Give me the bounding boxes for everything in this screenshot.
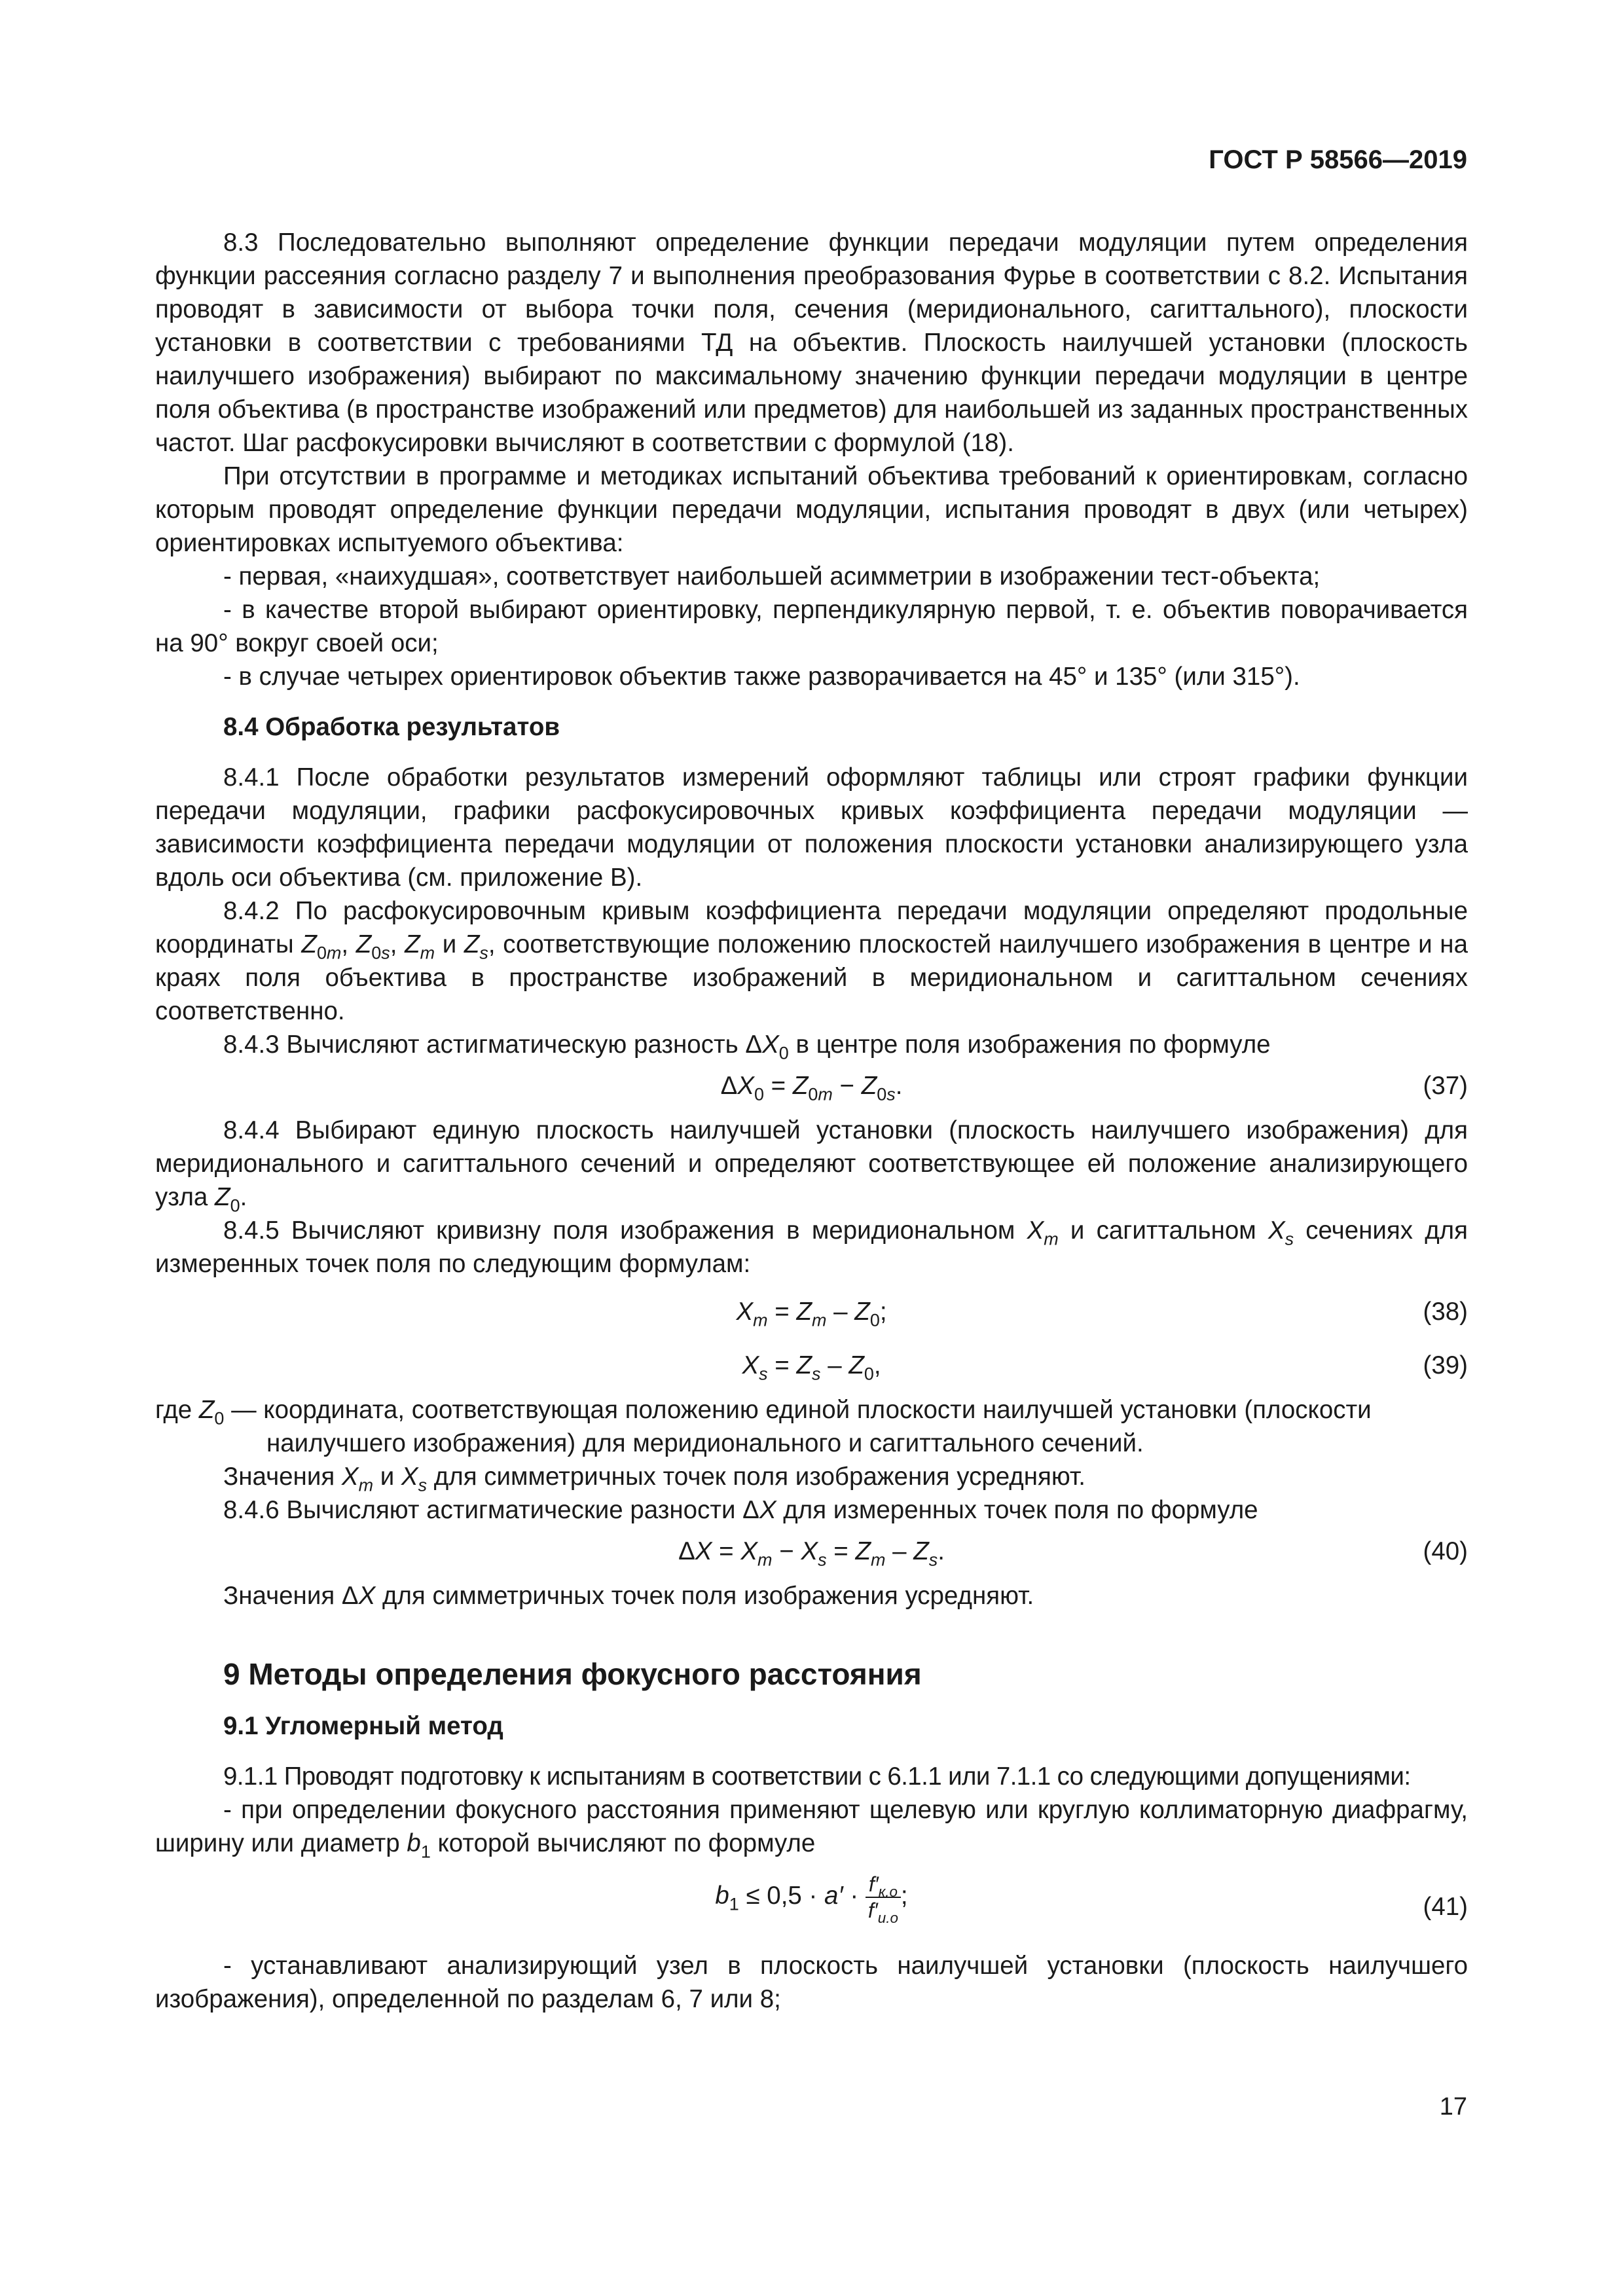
page-content xyxy=(155,226,1468,2016)
paragraph-8-3: 8.3 Последовательно выполняют определение функции передачи модуляции путем определения функции рассеяния согласно разделу 7 и выполнения преобразования Фурье в соответствии с 8.2. Испытания проводят в зависимости от выбора точки поля, сечения (меридионального, сагиттального), плоскости установки в соответствии с требованиями ТД на объектив. Плоскость наилучшей установки (плоскость наилучшего изображения) выбирают по максимальному значению функции передачи модуляции в центре поля объектива (в пространстве изображений или предметов) для наибольшей из заданных пространственных частот. Шаг расфокусировки вычисляют в соответствии с формулой (18). xyxy=(155,228,1468,457)
page-number: 17 xyxy=(1439,2093,1467,2121)
list-item-diaphragm: - при определении фокусного расстояния применяют щелевую или круглую коллиматорную диафрагму, ширину или диаметр $b_1$ которой вычисляют по формуле xyxy=(155,1796,1468,1862)
list-item-3: - в случае четырех ориентировок объектив также разворачивается на 45° и 135° (или 315°). xyxy=(223,663,1300,691)
formula-number: (40) xyxy=(1423,1537,1468,1565)
formula-number: (38) xyxy=(1423,1298,1468,1326)
section-heading-9-1: 9.1 Угломерный метод xyxy=(223,1712,503,1740)
list-item-install: - устанавливают анализирующий узел в плоскость наилучшей установки (плоскость наилучшего изображения), определенной по разделам 6, 7 или 8; xyxy=(155,1952,1468,2013)
formula-39: $X_s = Z_s - Z_0$, (39) xyxy=(155,1349,1468,1385)
where-clause: где $Z_0$ — координата, соответствующая положению единой плоскости наилучшей установки (плоскости наилучшего изображения) для меридионального и сагиттального сечений. xyxy=(155,1396,1372,1457)
list-item-1: - первая, «наихудшая», соответствует наибольшей асимметрии в изображении тест-объекта; xyxy=(223,562,1321,591)
paragraph-8-4-4: 8.4.4 Выбирают единую плоскость наилучшей установки (плоскость наилучшего изображения) для меридионального и сагиттального сечений и определяют соответствующее ей положение анализирующего узла $Z_0$. xyxy=(155,1116,1468,1216)
section-heading-8-4: 8.4 Обработка результатов xyxy=(223,713,560,741)
formula-number: (41) xyxy=(1423,1893,1468,1921)
paragraph-average-1: Значения $X_m$ и $X_s$ для симметричных точек поля изображения усредняют. xyxy=(223,1463,1085,1495)
standard-header: ГОСТ Р 58566—2019 xyxy=(1209,145,1467,174)
paragraph-8-4-1: 8.4.1 После обработки результатов измерений оформляют таблицы или строят графики функции передачи модуляции, графики расфокусировочных кривых коэффициента передачи модуляции — зависимости коэффициента передачи модуляции от положения плоскости установки анализирующего узла вдоль оси объектива (см. приложение В). xyxy=(155,763,1468,892)
formula-number: (37) xyxy=(1423,1072,1468,1100)
formula-41: $b_1 \le 0,5 \cdot a'$ · $\frac{f'_{к.о}}{f'_{и.о}}$ ; (41) xyxy=(715,1872,1468,1926)
formula-number: (39) xyxy=(1423,1351,1468,1379)
formula-37: $\Delta X_0 = Z_{0m} - Z_{0s}$. (37) xyxy=(155,1069,1468,1106)
paragraph-orientations: При отсутствии в программе и методиках испытаний объектива требований к ориентировкам, согласно которым проводят определение функции передачи модуляции, испытания проводят в двух (или четырех) ориентировках испытуемого объектива: xyxy=(155,462,1468,557)
paragraph-9-1-1: 9.1.1 Проводят подготовку к испытаниям в соответствии с 6.1.1 или 7.1.1 со следующими допущениями: xyxy=(223,1762,1411,1791)
paragraph-8-4-6: 8.4.6 Вычисляют астигматические разности ΔX для измеренных точек поля по формуле xyxy=(223,1496,1258,1524)
section-heading-9: 9 Методы определения фокусного расстояния xyxy=(223,1657,922,1691)
formula-40: $\Delta X = X_m - X_s = Z_m - Z_s$. (40) xyxy=(155,1535,1468,1571)
list-item-2: - в качестве второй выбирают ориентировку, перпендикулярную первой, т. е. объектив поворачивается на 90° вокруг своей оси; xyxy=(155,596,1468,657)
paragraph-8-4-2: 8.4.2 По расфокусировочным кривым коэффициента передачи модуляции определяют продольные координаты $Z_{0m}$, $Z_{0s}$, $Z_m$ и $Z_s$, соответствующие положению плоскостей наилучшего изображения в центре и на краях поля объектива в пространстве изображений в меридиональном и сагиттальном сечениях соответственно. xyxy=(155,897,1468,1025)
paragraph-average-2: Значения ΔX для симметричных точек поля изображения усредняют. xyxy=(223,1582,1034,1610)
paragraph-8-4-5: 8.4.5 Вычисляют кривизну поля изображения в меридиональном $X_m$ и сагиттальном $X_s$ сечениях для измеренных точек поля по следующим формулам: xyxy=(155,1216,1468,1278)
formula-38: $X_m = Z_m - Z_0$; (38) xyxy=(155,1295,1468,1332)
paragraph-8-4-3: 8.4.3 Вычисляют астигматическую разность $\Delta X_0$ в центре поля изображения по формуле xyxy=(223,1030,1271,1063)
